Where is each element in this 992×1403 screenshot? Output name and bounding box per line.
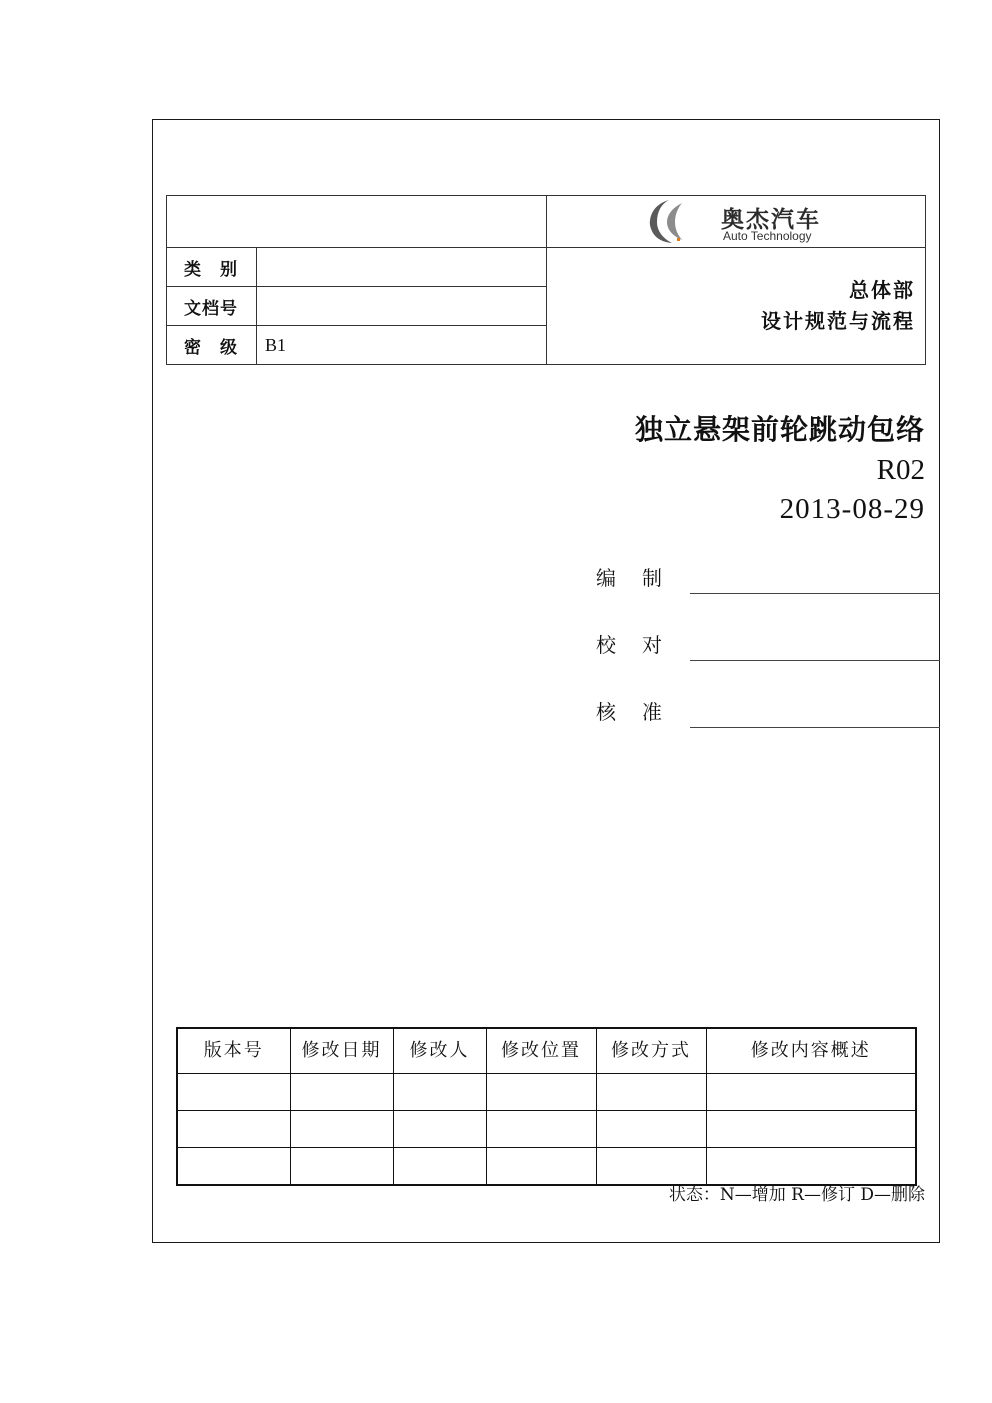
table-row: [177, 1148, 916, 1186]
logo-tagline-text: Auto Technology: [723, 229, 812, 243]
table-cell: [290, 1111, 393, 1148]
field-value-category: [257, 248, 547, 287]
document-revision: R02: [876, 454, 925, 486]
column-header: 修改日期: [290, 1028, 393, 1074]
column-header: 修改位置: [486, 1028, 596, 1074]
table-cell: [177, 1074, 290, 1111]
signature-label-author: 编 制: [596, 566, 665, 590]
table-cell: [393, 1148, 486, 1186]
table-cell: [486, 1111, 596, 1148]
table-cell: [486, 1148, 596, 1186]
document-category: 设计规范与流程: [761, 309, 915, 333]
table-cell: [706, 1148, 916, 1186]
column-header: 修改方式: [596, 1028, 706, 1074]
header-blank-cell: [167, 196, 547, 248]
document-date: 2013-08-29: [779, 493, 925, 525]
signature-line-author: [690, 571, 940, 594]
field-label-doc-number: 文档号: [167, 287, 257, 326]
crescent-logo-icon: [647, 198, 697, 244]
signature-line-checker: [690, 638, 940, 661]
table-cell: [706, 1111, 916, 1148]
table-cell: [596, 1111, 706, 1148]
table-cell: [596, 1074, 706, 1111]
table-cell: [177, 1148, 290, 1186]
document-title: 独立悬架前轮跳动包络: [634, 413, 925, 446]
table-cell: [596, 1148, 706, 1186]
field-label-category: 类 别: [167, 248, 257, 287]
field-label-security-level: 密 级: [167, 326, 257, 365]
signature-label-approver: 核 准: [596, 700, 665, 724]
signature-line-approver: [690, 705, 940, 728]
table-cell: [177, 1111, 290, 1148]
header-table: [166, 195, 926, 365]
column-header: 修改人: [393, 1028, 486, 1074]
revision-table: [176, 1027, 917, 1186]
department-cell: [547, 248, 926, 365]
table-cell: [290, 1074, 393, 1111]
field-value-doc-number: [257, 287, 547, 326]
status-legend: 状态：N—增加 R—修订 D—删除: [668, 1185, 925, 1205]
signature-label-checker: 校 对: [596, 633, 665, 657]
revision-table-header: [177, 1028, 916, 1074]
table-cell: [393, 1074, 486, 1111]
logo-brand-text: 奥杰汽车: [721, 207, 821, 233]
table-row: [177, 1111, 916, 1148]
column-header: 修改内容概述: [706, 1028, 916, 1074]
company-logo: [547, 196, 925, 247]
table-cell: [486, 1074, 596, 1111]
column-header: 版本号: [177, 1028, 290, 1074]
table-cell: [706, 1074, 916, 1111]
table-row: [177, 1074, 916, 1111]
logo-cell: [547, 196, 926, 248]
table-cell: [393, 1111, 486, 1148]
table-cell: [290, 1148, 393, 1186]
department-name: 总体部: [849, 278, 915, 302]
field-value-security-level: B1: [257, 326, 547, 365]
